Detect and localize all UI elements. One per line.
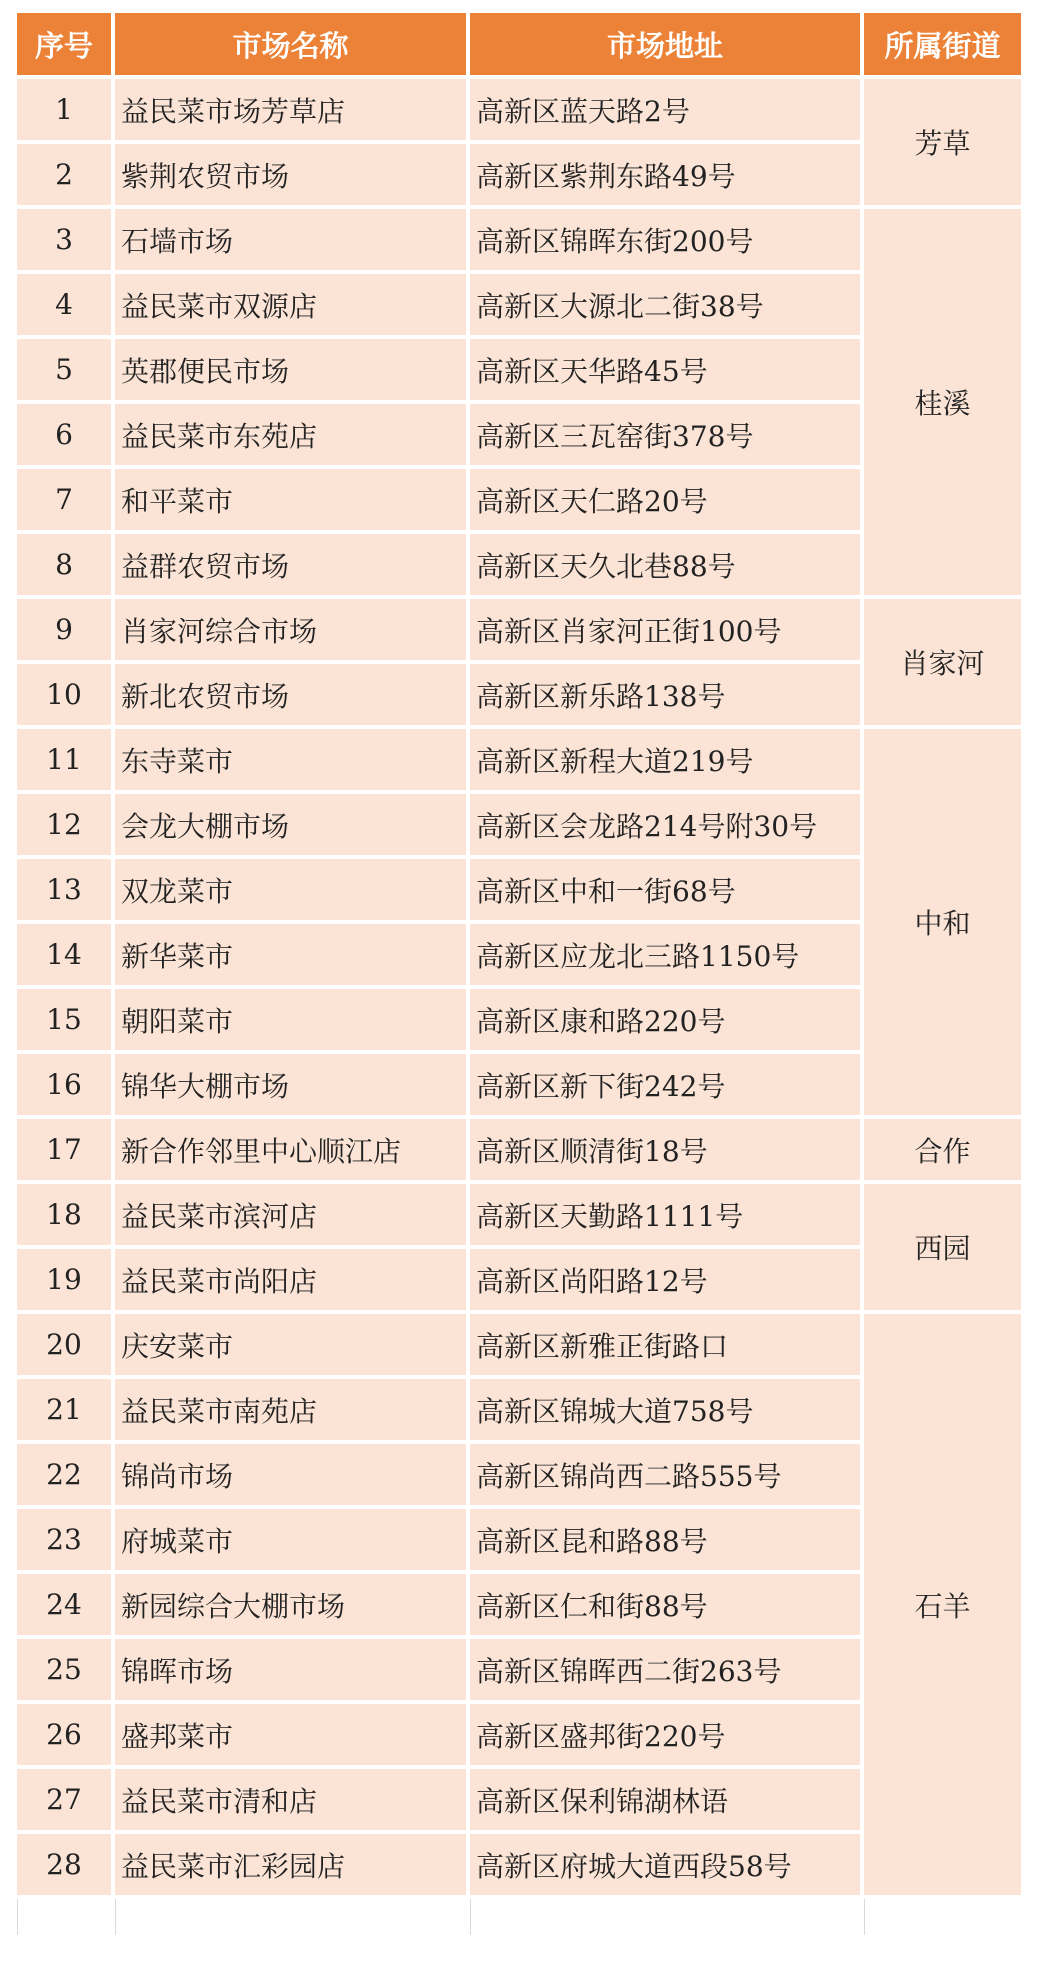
market-name-cell: 紫荆农贸市场 [115,144,466,205]
market-address-cell: 高新区天仁路20号 [470,469,860,530]
table-row [17,209,1021,270]
row-index-cell: 3 [17,209,111,270]
row-index-cell: 7 [17,469,111,530]
row-index-cell: 27 [17,1769,111,1830]
row-index-cell: 24 [17,1574,111,1635]
street-cell: 西园 [864,1184,1021,1310]
row-index-cell: 1 [17,79,111,140]
market-name-cell: 会龙大棚市场 [115,794,466,855]
market-address-cell: 高新区锦城大道758号 [470,1379,860,1440]
header-market-address: 市场地址 [470,13,860,75]
market-address-cell: 高新区中和一街68号 [470,859,860,920]
table-row [17,79,1021,140]
market-name-cell: 锦尚市场 [115,1444,466,1505]
header-market-name: 市场名称 [115,13,466,75]
market-address-cell: 高新区天久北巷88号 [470,534,860,595]
market-name-cell: 盛邦菜市 [115,1704,466,1765]
market-name-cell: 府城菜市 [115,1509,466,1570]
row-index-cell: 2 [17,144,111,205]
market-name-cell: 新北农贸市场 [115,664,466,725]
table-row [17,1314,1021,1375]
market-name-cell: 益民菜市尚阳店 [115,1249,466,1310]
row-index-cell: 4 [17,274,111,335]
row-index-cell: 28 [17,1834,111,1895]
market-name-cell: 新华菜市 [115,924,466,985]
market-name-cell: 庆安菜市 [115,1314,466,1375]
market-name-cell: 新合作邻里中心顺江店 [115,1119,466,1180]
market-address-cell: 高新区府城大道西段58号 [470,1834,860,1895]
street-cell: 合作 [864,1119,1021,1180]
market-name-cell: 益群农贸市场 [115,534,466,595]
row-index-cell: 5 [17,339,111,400]
market-address-cell: 高新区应龙北三路1150号 [470,924,860,985]
market-address-cell: 高新区新乐路138号 [470,664,860,725]
row-index-cell: 22 [17,1444,111,1505]
market-address-cell: 高新区新雅正街路口 [470,1314,860,1375]
market-address-cell: 高新区新下街242号 [470,1054,860,1115]
row-index-cell: 16 [17,1054,111,1115]
table-row [17,1119,1021,1180]
market-name-cell: 英郡便民市场 [115,339,466,400]
market-name-cell: 新园综合大棚市场 [115,1574,466,1635]
row-index-cell: 25 [17,1639,111,1700]
empty-cell [115,1899,466,1935]
empty-cell [17,1899,111,1935]
market-address-cell: 高新区新程大道219号 [470,729,860,790]
table-header [17,13,1021,75]
market-address-cell: 高新区会龙路214号附30号 [470,794,860,855]
market-name-cell: 益民菜市东苑店 [115,404,466,465]
table-row [17,729,1021,790]
market-address-cell: 高新区锦晖东街200号 [470,209,860,270]
row-index-cell: 17 [17,1119,111,1180]
table-row [17,1184,1021,1245]
header-street: 所属街道 [864,13,1021,75]
market-name-cell: 益民菜市汇彩园店 [115,1834,466,1895]
market-address-cell: 高新区蓝天路2号 [470,79,860,140]
market-address-cell: 高新区三瓦窑街378号 [470,404,860,465]
row-index-cell: 11 [17,729,111,790]
street-cell: 肖家河 [864,599,1021,725]
empty-row [17,1899,1021,1935]
market-address-cell: 高新区仁和街88号 [470,1574,860,1635]
empty-cell [864,1899,1021,1935]
empty-cell [470,1899,860,1935]
street-cell: 中和 [864,729,1021,1115]
market-name-cell: 双龙菜市 [115,859,466,920]
market-name-cell: 益民菜市清和店 [115,1769,466,1830]
market-name-cell: 益民菜市双源店 [115,274,466,335]
row-index-cell: 13 [17,859,111,920]
market-name-cell: 和平菜市 [115,469,466,530]
market-name-cell: 锦华大棚市场 [115,1054,466,1115]
row-index-cell: 15 [17,989,111,1050]
row-index-cell: 9 [17,599,111,660]
row-index-cell: 21 [17,1379,111,1440]
market-address-cell: 高新区尚阳路12号 [470,1249,860,1310]
row-index-cell: 23 [17,1509,111,1570]
street-cell: 桂溪 [864,209,1021,595]
market-address-cell: 高新区盛邦街220号 [470,1704,860,1765]
header-index: 序号 [17,13,111,75]
market-name-cell: 肖家河综合市场 [115,599,466,660]
street-cell: 芳草 [864,79,1021,205]
market-table-container [17,13,1025,1939]
market-name-cell: 朝阳菜市 [115,989,466,1050]
market-address-cell: 高新区肖家河正街100号 [470,599,860,660]
row-index-cell: 20 [17,1314,111,1375]
row-index-cell: 26 [17,1704,111,1765]
market-address-cell: 高新区锦晖西二街263号 [470,1639,860,1700]
market-address-cell: 高新区顺清街18号 [470,1119,860,1180]
header-row [17,13,1021,75]
table-body [17,79,1021,1935]
market-address-cell: 高新区紫荆东路49号 [470,144,860,205]
market-address-cell: 高新区大源北二街38号 [470,274,860,335]
market-name-cell: 益民菜市滨河店 [115,1184,466,1245]
market-address-cell: 高新区保利锦湖林语 [470,1769,860,1830]
row-index-cell: 14 [17,924,111,985]
street-cell: 石羊 [864,1314,1021,1895]
market-name-cell: 石墙市场 [115,209,466,270]
market-address-cell: 高新区天勤路1111号 [470,1184,860,1245]
market-address-cell: 高新区康和路220号 [470,989,860,1050]
market-name-cell: 益民菜市场芳草店 [115,79,466,140]
row-index-cell: 10 [17,664,111,725]
row-index-cell: 12 [17,794,111,855]
market-table [13,9,1025,1939]
row-index-cell: 19 [17,1249,111,1310]
market-name-cell: 锦晖市场 [115,1639,466,1700]
table-row [17,599,1021,660]
market-name-cell: 东寺菜市 [115,729,466,790]
row-index-cell: 6 [17,404,111,465]
row-index-cell: 8 [17,534,111,595]
market-address-cell: 高新区昆和路88号 [470,1509,860,1570]
row-index-cell: 18 [17,1184,111,1245]
market-address-cell: 高新区锦尚西二路555号 [470,1444,860,1505]
market-address-cell: 高新区天华路45号 [470,339,860,400]
market-name-cell: 益民菜市南苑店 [115,1379,466,1440]
